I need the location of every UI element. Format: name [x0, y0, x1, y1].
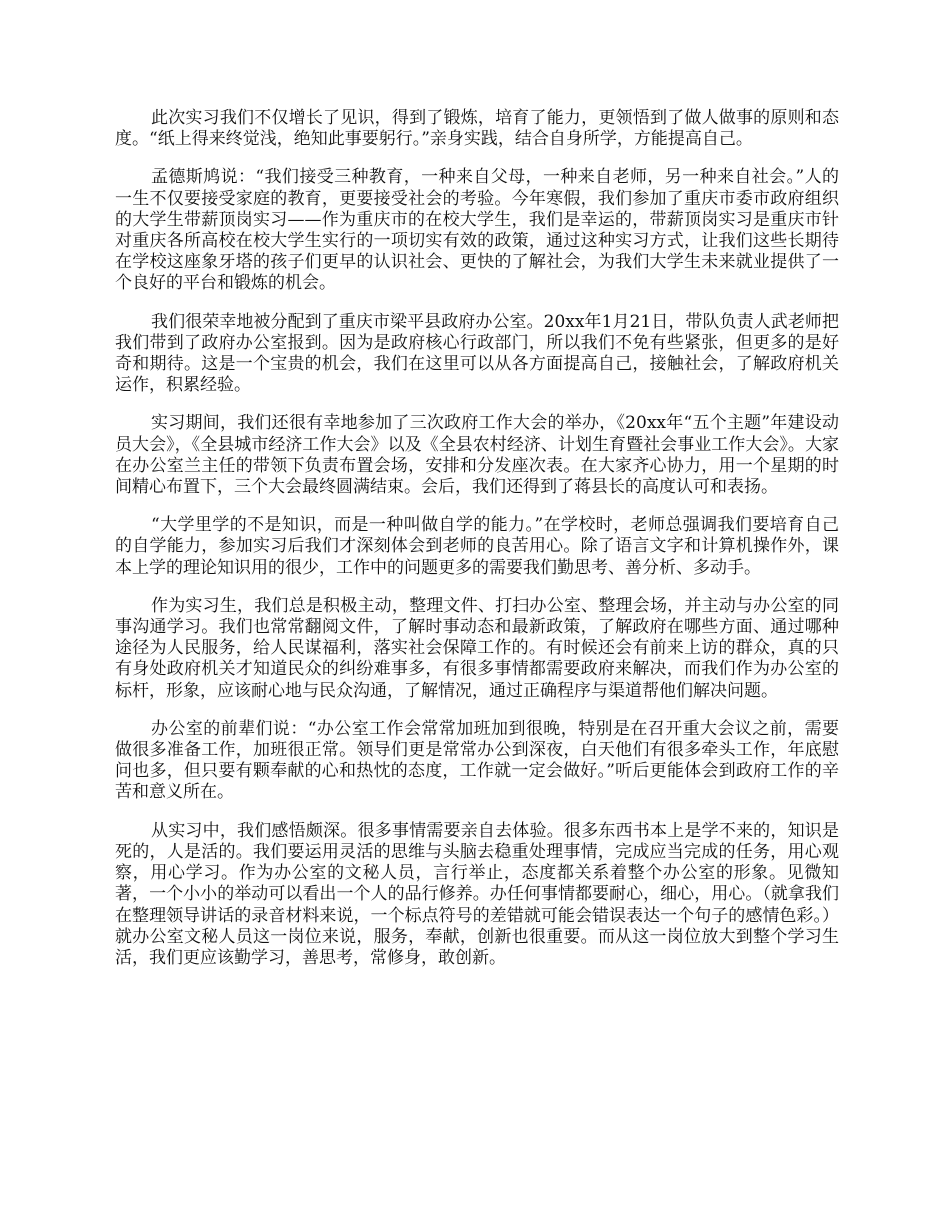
paragraph-3: 我们很荣幸地被分配到了重庆市梁平县政府办公室。20xx年1月21日，带队负责人武老师把我们带到了政府办公室报到。因为是政府核心行政部门，所以我们不免有些紧张，但更多的是好奇和期待。这是一个宝贵的机会，我们在这里可以从各方面提高自己，接触社会，了解政府机关运作，积累经验。 [115, 311, 839, 396]
document-body [115, 108, 839, 969]
paragraph-4: 实习期间，我们还很有幸地参加了三次政府工作大会的举办，《20xx年“五个主题”年建设动员大会》，《全县城市经济工作大会》以及《全县农村经济、计划生育暨社会事业工作大会》。大家在办公室兰主任的带领下负责布置会场，安排和分发座次表。在大家齐心协力，用一个星期的时间精心布置下，三个大会最终圆满结束。会后，我们还得到了蒋县长的高度认可和表扬。 [115, 413, 839, 498]
paragraph-6: 作为实习生，我们总是积极主动，整理文件、打扫办公室、整理会场，并主动与办公室的同事沟通学习。我们也常常翻阅文件，了解时事动态和最新政策，了解政府在哪些方面、通过哪种途径为人民服务，给人民谋福利，落实社会保障工作的。有时候还会有前来上访的群众，真的只有身处政府机关才知道民众的纠纷难事多，有很多事情都需要政府来解决，而我们作为办公室的标杆，形象，应该耐心地与民众沟通，了解情况，通过正确程序与渠道帮他们解决问题。 [115, 595, 839, 701]
paragraph-1: 此次实习我们不仅增长了见识，得到了锻炼，培育了能力，更领悟到了做人做事的原则和态度。“纸上得来终觉浅，绝知此事要躬行。”亲身实践，结合自身所学，方能提高自己。 [115, 108, 839, 150]
paragraph-8: 从实习中，我们感悟颇深。很多事情需要亲自去体验。很多东西书本上是学不来的，知识是死的，人是活的。我们要运用灵活的思维与头脑去稳重处理事情，完成应当完成的任务，用心观察，用心学习。作为办公室的文秘人员，言行举止，态度都关系着整个办公室的形象。见微知著，一个小小的举动可以看出一个人的品行修养。办任何事情都要耐心，细心，用心。（就拿我们在整理领导讲话的录音材料来说，一个标点符号的差错就可能会错误表达一个句子的感情色彩。）就办公室文秘人员这一岗位来说，服务，奉献，创新也很重要。而从这一岗位放大到整个学习生活，我们更应该勤学习，善思考，常修身，敢创新。 [115, 820, 839, 968]
paragraph-5: “大学里学的不是知识，而是一种叫做自学的能力。”在学校时，老师总强调我们要培育自己的自学能力，参加实习后我们才深刻体会到老师的良苦用心。除了语言文字和计算机操作外，课本上学的理论知识用的很少，工作中的问题更多的需要我们勤思考、善分析、多动手。 [115, 515, 839, 578]
paragraph-2: 孟德斯鸠说：“我们接受三种教育，一种来自父母，一种来自老师，另一种来自社会。”人的一生不仅要接受家庭的教育，更要接受社会的考验。今年寒假，我们参加了重庆市委市政府组织的大学生带薪顶岗实习——作为重庆市的在校大学生，我们是幸运的，带薪顶岗实习是重庆市针对重庆各所高校在校大学生实行的一项切实有效的政策，通过这种实习方式，让我们这些长期待在学校这座象牙塔的孩子们更早的认识社会、更快的了解社会，为我们大学生未来就业提供了一个良好的平台和锻炼的机会。 [115, 167, 839, 294]
paragraph-7: 办公室的前辈们说：“办公室工作会常常加班加到很晚，特别是在召开重大会议之前，需要做很多准备工作，加班很正常。领导们更是常常办公到深夜，白天他们有很多牵头工作，年底慰问也多，但只要有颗奉献的心和热忱的态度，工作就一定会做好。”听后更能体会到政府工作的辛苦和意义所在。 [115, 718, 839, 803]
